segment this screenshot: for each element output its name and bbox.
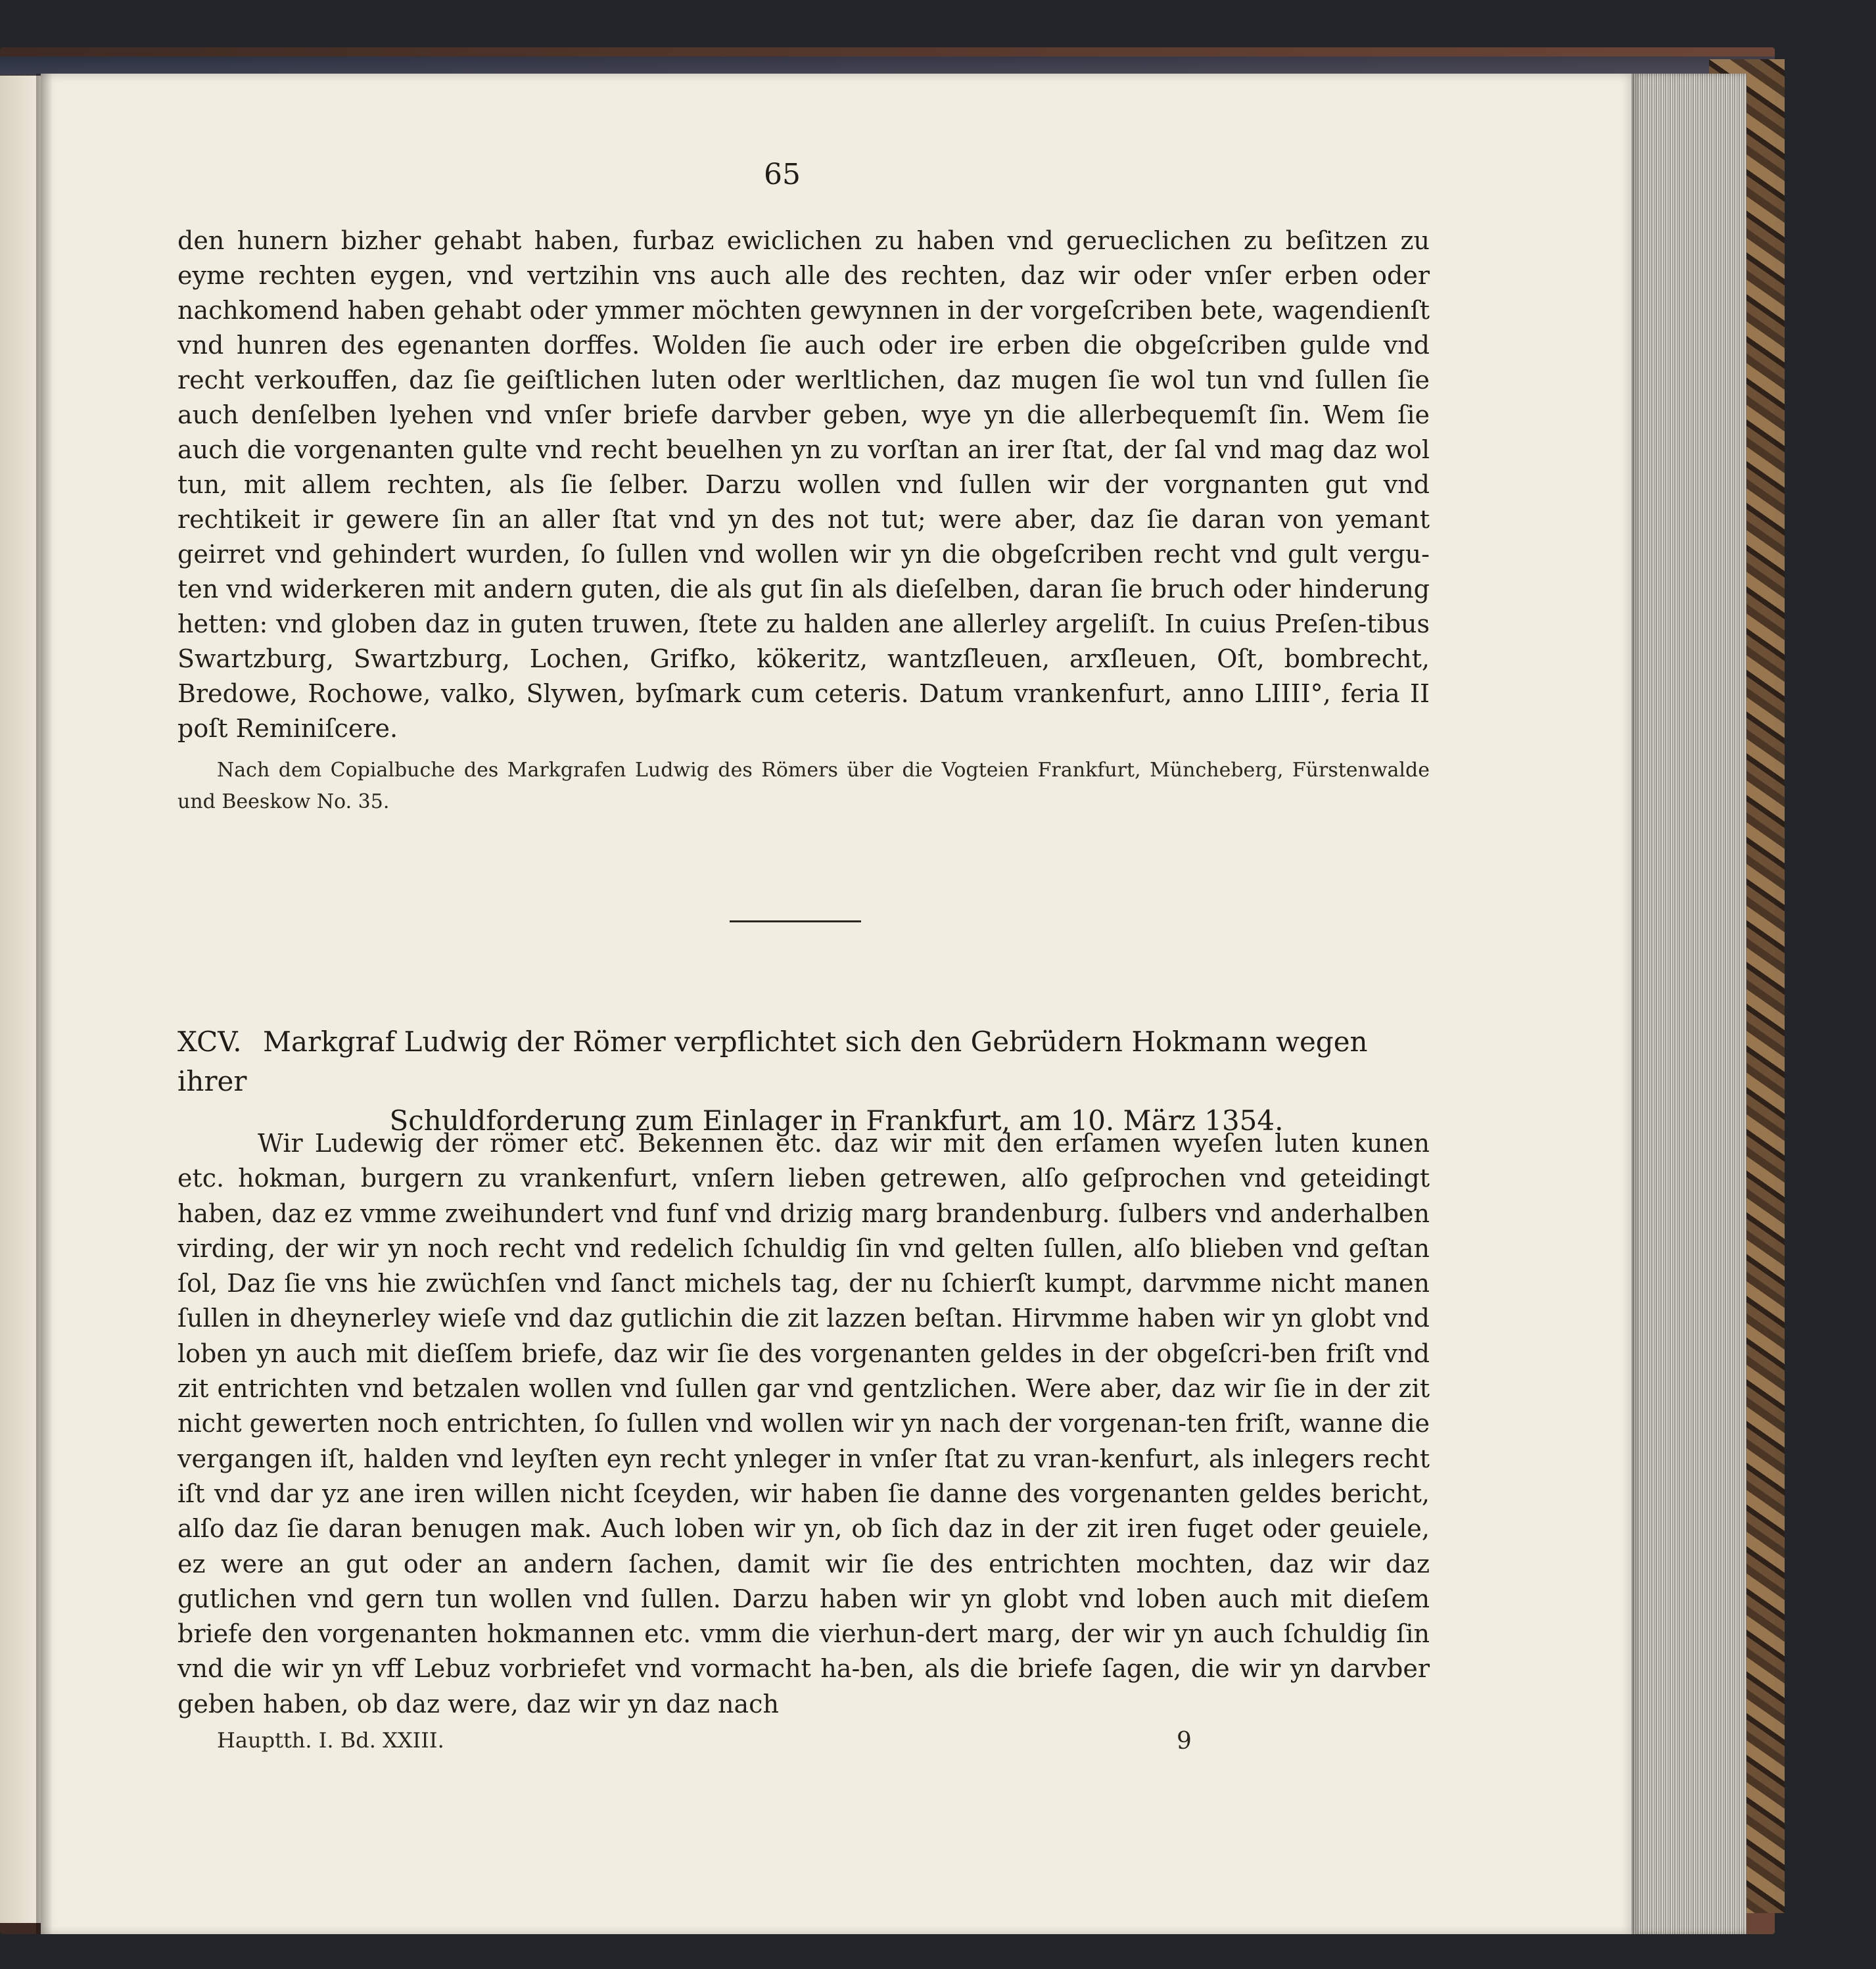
signature-number: 9 <box>1177 1728 1192 1755</box>
heading-line-2: Schuldforderung zum Einlager in Frankfurt, am 10. März 1354. <box>389 1104 1284 1137</box>
heading-line-1: Markgraf Ludwig der Römer verpflichtet sich den Gebrüdern Hokmann wegen ihrer <box>177 1026 1368 1097</box>
cover-edge <box>0 57 1775 75</box>
document-text-block-1 <box>177 224 1430 746</box>
facing-page-edge <box>0 76 41 1923</box>
paragraph: den hunern bizher gehabt haben, furbaz ewiclichen zu haben vnd geruеclichen zu beſitzen zu eyme rechten eygen, vnd vertzihin vns auch alle des rechten, daz wir oder vnſer erben oder nachkomend haben gehabt oder ymmer möchten gewynnen in der vorgeſcriben bete, wagendienſt vnd hunren des egenanten dorffes. Wolden ſie auch oder ire erben die obgeſcriben gulde vnd recht verkouffen, daz ſie geiſtlichen luten oder werltlichen, daz mugen ſie wol tun vnd ſullen ſie auch denſelben lyehen vnd vnſer briefe darvber geben, wye yn die allerbequemſt ſin. Wem ſie auch die vorgenanten gulte vnd recht beuelhen yn zu vorſtan an irer ſtat, der ſal vnd mag daz wol tun, mit allem rechten, als ſie ſelber. Darzu wollen vnd ſullen wir der vorgnanten gut vnd rechtikeit ir gewere ſin an aller ſtat vnd yn des not tut; were aber, daz ſie daran von yemant geirret vnd gehindert wurden, ſo ſullen vnd wollen wir yn die obgeſcriben recht vnd gult vergu-ten vnd widerkeren mit andern guten, die als gut ſin als dieſelben, daran ſie bruch oder hinderung hetten: vnd globen daz in guten truwen, ſtete zu halden ane allerley argeliſt. In cuius Preſen-tibus Swartzburg, Swartzburg, Lochen, Grifko, kökeritz, wantzſleuen, arxſleuen, Oſt, bombrecht, Bredowe, Rochowe, valko, Slywen, byſmark cum ceteris. Datum vrankenfurt, anno LIIII°, feria II poſt Reminiſcere. <box>177 226 1430 743</box>
paragraph: Wir Ludewig der römer etc. Bekennen etc. daz wir mit den erſamen wyeſen luten kunen etc. hokman, burgern zu vrankenfurt, vnſern lieben getrewen, alſo geſprochen vnd geteidingt haben, daz ez vmme zweihundert vnd funf vnd drizig marg brandenburg. ſulbers vnd anderhalben virding, der wir yn noch recht vnd redelich ſchuldig ſin vnd gelten ſullen, alſo blieben vnd geſtan ſol, Daz ſie vns hie zwüchſen vnd ſanct michels tag, der nu ſchierſt kumpt, darvmme nicht manen ſullen in dheynerley wieſe vnd daz gutlichin die zit lazzen beſtan. Hirvmme haben wir yn globt vnd loben yn auch mit dieſſem briefe, daz wir ſie des vorgenanten geldes in der obgeſcri-ben friſt vnd zit entrichten vnd betzalen wollen vnd ſullen gar vnd gentzlichen. Were aber, daz wir ſie in der zit nicht gewerten noch entrichten, ſo ſullen vnd wollen wir yn nach der vorgenan-ten friſt, wanne die vergangen iſt, halden vnd leyſten eyn recht ynleger in vnſer ſtat zu vran-kenfurt, als inlegers recht iſt vnd dar yz ane iren willen nicht ſceyden, wir haben ſie danne des vorgenanten geldes bericht, alſo daz ſie daran benugen mak. Auch loben wir yn, ob ſich daz in der zit iren fuget oder geuiele, ez were an gut oder an andern ſachen, damit wir ſie des entrichten mochten, daz wir daz gutlichen vnd gern tun wollen vnd ſullen. Darzu haben wir yn globt vnd loben auch mit dieſem briefe den vorgenanten hokmannen etc. vmm die vierhun-dert marg, der wir yn auch ſchuldig ſin vnd die wir yn vff Lebuz vorbriefet vnd vormacht ha-ben, als die briefe ſagen, die wir yn darvber geben haben, ob daz were, daz wir yn daz nach <box>177 1129 1430 1719</box>
signature-mark: Hauptth. I. Bd. XXIII. <box>217 1728 444 1753</box>
page-block-edges <box>1631 74 1747 1934</box>
document-number: XCV. <box>177 1026 242 1058</box>
document-heading <box>177 1022 1430 1141</box>
section-divider <box>730 920 861 922</box>
page-number: 65 <box>764 158 801 191</box>
source-note: Nach dem Copialbuche des Markgrafen Ludwig des Römers über die Vogteien Frankfurt, Müncheberg, Fürstenwalde und Beeskow No. 35. <box>177 759 1430 813</box>
gutter-shadow <box>36 74 53 1934</box>
document-text-block-2 <box>177 1126 1430 1722</box>
